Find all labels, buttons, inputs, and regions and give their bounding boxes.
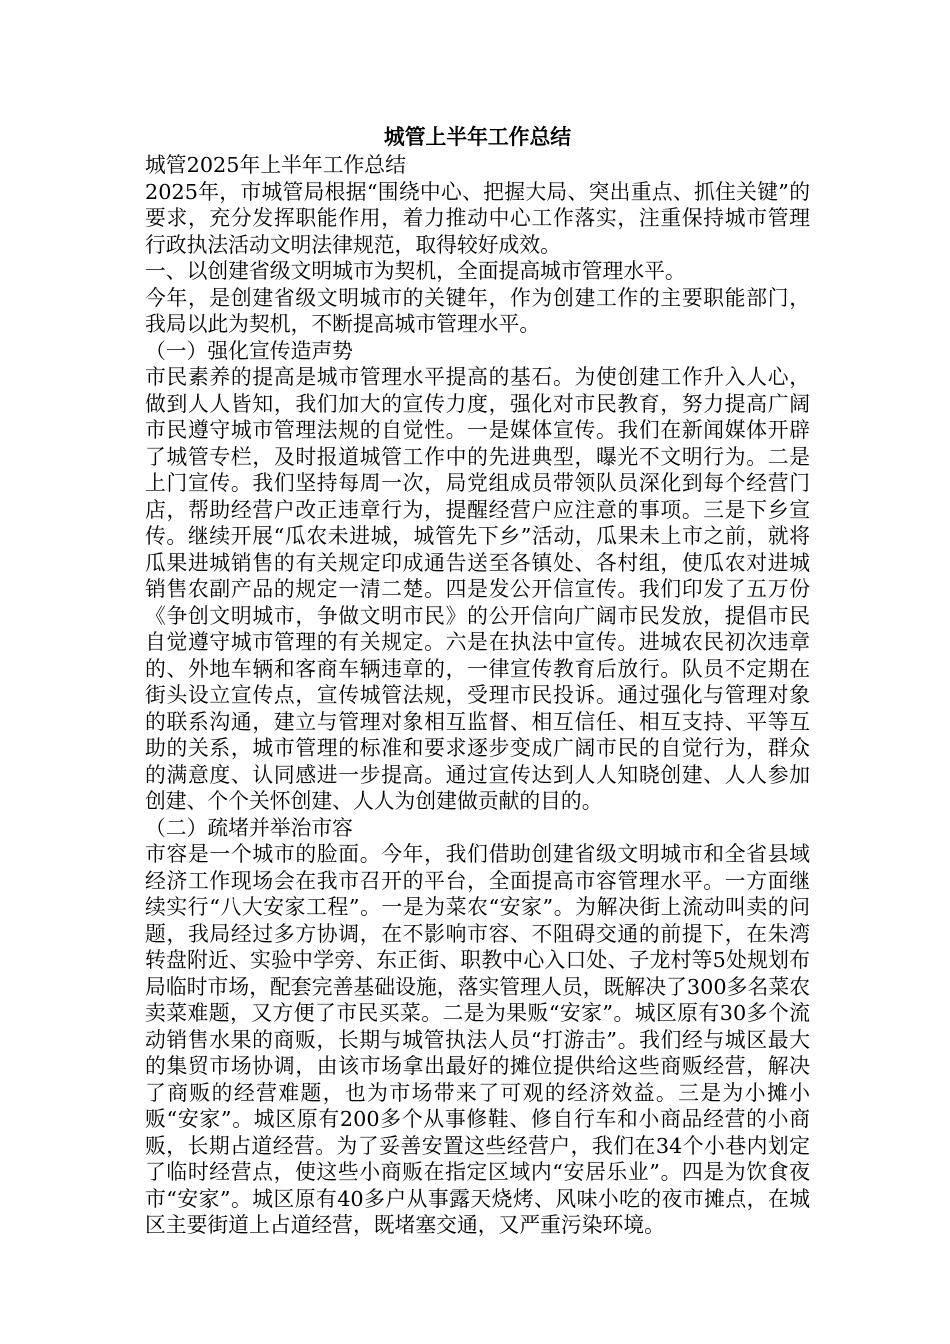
document-subtitle: 城管2025年上半年工作总结 <box>145 153 406 177</box>
subsection-heading-1: （一）强化宣传造声势 <box>145 338 353 363</box>
subsection-heading-2: （二）疏堵并举治市容 <box>145 815 353 840</box>
document-page <box>145 122 810 1239</box>
section-heading-1: 一、以创建省级文明城市为契机，全面提高城市管理水平。 <box>145 259 686 283</box>
section-1-intro-paragraph: 今年，是创建省级文明城市的关键年，作为创建工作的主要职能部门，我局以此为契机，不断提高城市管理水平。 <box>145 285 810 336</box>
publicity-paragraph: 市民素养的提高是城市管理水平提高的基石。为使创建工作升入人心，做到人人皆知，我们加大的宣传力度，强化对市民教育，努力提高广阔市民遵守城市管理法规的自觉性。一是媒体宣传。我们在新闻媒体开辟了城管专栏，及时报道城管工作中的先进典型，曝光不文明行为。二是上门宣传。我们坚持每周一次，局党组成员带领队员深化到每个经营门店，帮助经营户改正违章行为，提醒经营户应注意的事项。三是下乡宣传。继续开展“瓜农未进城，城管先下乡”活动，瓜果未上市之前，就将瓜果进城销售的有关规定印成通告送至各镇处、各村组，使瓜农对进城销售农副产品的规定一清二楚。四是发公开信宣传。我们印发了五万份《争创文明城市，争做文明市民》的公开信向广阔市民发放，提倡市民自觉遵守城市管理的有关规定。六是在执法中宣传。进城农民初次违章的、外地车辆和客商车辆违章的，一律宣传教育后放行。队员不定期在街头设立宣传点，宣传城管法规，受理市民投诉。通过强化与管理对象的联系沟通，建立与管理对象相互监督、相互信任、相互支持、平等互助的关系，城市管理的标准和要求逐步变成广阔市民的自觉行为，群众的满意度、认同感进一步提高。通过宣传达到人人知晓创建、人人参加创建、个个关怀创建、人人为创建做贡献的目的。 <box>145 365 810 813</box>
document-title: 城管上半年工作总结 <box>383 124 572 149</box>
intro-paragraph: 2025年，市城管局根据“围绕中心、把握大局、突出重点、抓住关键”的要求，充分发挥职能作用，着力推动中心工作落实，注重保持城市管理行政执法活动文明法律规范，取得较好成效。 <box>145 179 810 257</box>
city-appearance-paragraph: 市容是一个城市的脸面。今年，我们借助创建省级文明城市和全省县域经济工作现场会在我市召开的平台，全面提高市容管理水平。一方面继续实行“八大安家工程”。一是为菜农“安家”。为解决街上流动叫卖的问题，我局经过多方协调，在不影响市容、不阻碍交通的前提下，在朱湾转盘附近、实验中学旁、东正街、职教中心入口处、子龙村等5处规划布局临时市场，配套完善基础设施，落实管理人员，既解决了300多名菜农卖菜难题，又方便了市民买菜。二是为果贩“安家”。城区原有30多个流动销售水果的商贩，长期与城管执法人员“打游击”。我们经与城区最大的集贸市场协调，由该市场拿出最好的摊位提供给这些商贩经营，解决了商贩的经营难题，也为市场带来了可观的经济效益。三是为小摊小贩“安家”。城区原有200多个从事修鞋、修自行车和小商品经营的小商贩，长期占道经营。为了妥善安置这些经营户，我们在34个小巷内划定了临时经营点，使这些小商贩在指定区域内“安居乐业”。四是为饮食夜市“安家”。城区原有40多户从事露天烧烤、风味小吃的夜市摊点，在城区主要街道上占道经营，既堵塞交通，又严重污染环境。 <box>145 842 810 1237</box>
